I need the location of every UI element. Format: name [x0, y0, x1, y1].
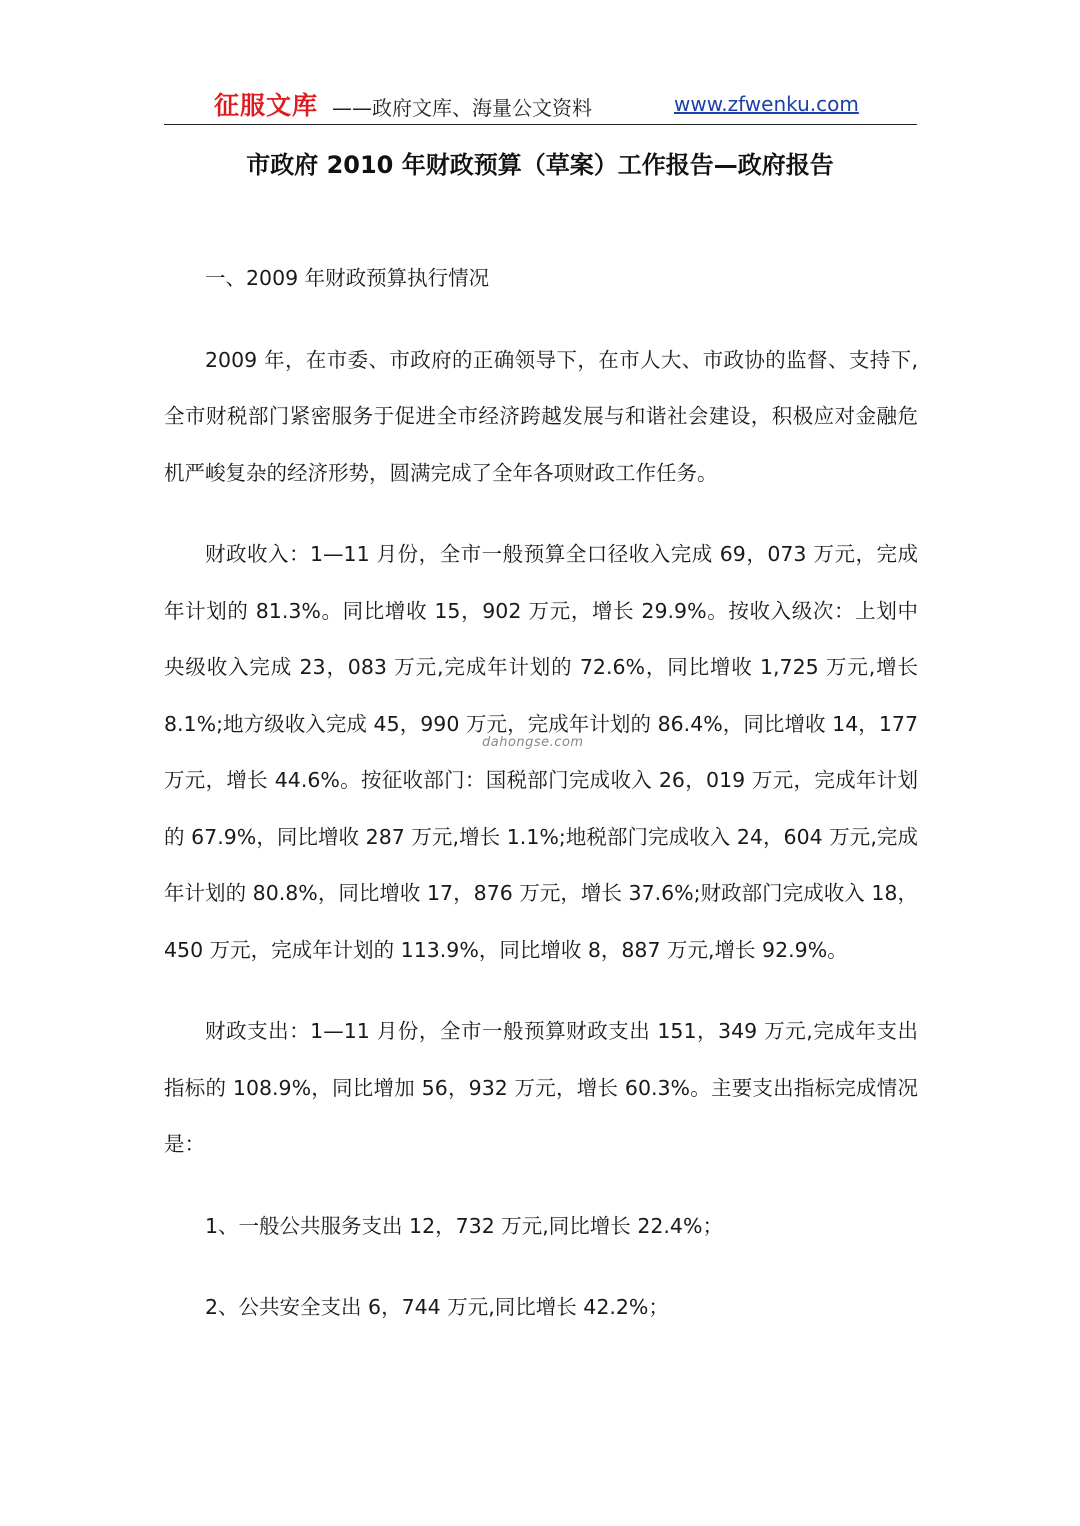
document-title: 市政府 2010 年财政预算（草案）工作报告—政府报告 — [246, 151, 834, 179]
paragraph-revenue: 财政收入：1—11 月份，全市一般预算全口径收入完成 69，073 万元，完成年计划的 81.3%。同比增收 15，902 万元，增长 29.9%。按收入级次：上划中央级收入完成 23，083 万元,完成年计划的 72.6%，同比增收 1,725 万元,增长 8.1%;地方级收入完成 45，990 万元，完成年计划的 86.4%，同比增收 14，177 万元，增长 44.6%。按征收部门：国税部门完成收入 26，019 万元，完成年计划的 67.9%，同比增收 287 万元,增长 1.1%;地税部门完成收入 24，604 万元,完成年计划的 80.8%，同比增收 17，876 万元，增长 37.6%;财政部门完成收入 18，450 万元，完成年计划的 113.9%，同比增收 8，887 万元,增长 92.9%。 — [164, 542, 918, 962]
watermark-text: dahongse.com — [482, 735, 584, 750]
paragraph-expenditure: 财政支出：1—11 月份，全市一般预算财政支出 151，349 万元,完成年支出指标的 108.9%，同比增加 56，932 万元，增长 60.3%。主要支出指标完成情况是： — [164, 1019, 918, 1156]
document-body — [164, 250, 918, 1361]
header-tagline: ——政府文库、海量公文资料 — [332, 96, 592, 120]
brand-logo: 征服文库 — [214, 91, 319, 120]
list-item: 1、一般公共服务支出 12，732 万元,同比增长 22.4%； — [205, 1213, 723, 1238]
site-url-link[interactable]: www.zfwenku.com — [674, 92, 859, 116]
page-header — [164, 84, 917, 125]
paragraph-intro: 2009 年，在市委、市政府的正确领导下，在市人大、市政协的监督、支持下,全市财税部门紧密服务于促进全市经济跨越发展与和谐社会建设，积极应对金融危机严峻复杂的经济形势，圆满完成了全年各项财政工作任务。 — [164, 347, 918, 485]
list-item: 2、公共安全支出 6，744 万元,同比增长 42.2%； — [205, 1295, 669, 1319]
section-heading: 一、2009 年财政预算执行情况 — [205, 266, 490, 290]
